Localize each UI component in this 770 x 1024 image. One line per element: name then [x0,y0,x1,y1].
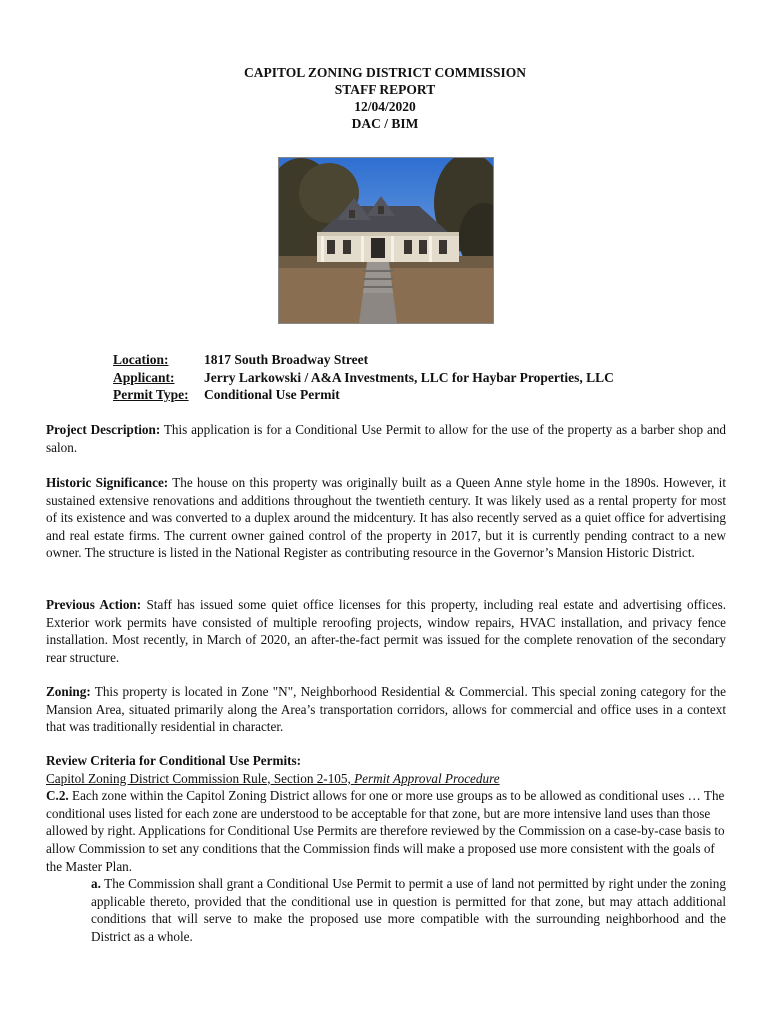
property-info [113,351,614,404]
historic-significance-label: Historic Significance: [46,475,169,490]
report-header [0,64,770,132]
report-type: STAFF REPORT [334,82,436,97]
previous-action [46,596,726,666]
report-date: 12/04/2020 [354,99,416,114]
zoning-label: Zoning: [46,684,91,699]
project-description [46,421,726,456]
applicant-value: Jerry Larkowski / A&A Investments, LLC for Haybar Properties, LLC [204,369,614,385]
review-criteria [46,752,726,946]
report-initials: DAC / BIM [351,116,419,131]
project-description-text: This application is for a Conditional Use Permit to allow for the use of the property as a barber shop and salon. [46,422,727,455]
review-heading: Review Criteria for Conditional Use Permits: [46,753,302,768]
a-text: The Commission shall grant a Conditional Use Permit to permit a use of land not permitted by right under the zoning applicable thereto, provided that the conditional use in question is permitted for that zone, but may attach additional conditions that will serve to make the proposed use more compatible with the surrounding neighborhood and the District as a whole. [91,876,726,944]
applicant-row [113,369,614,387]
c2-text: Each zone within the Capitol Zoning District allows for one or more use groups as to be allowed as conditional uses … The conditional uses listed for each zone are understood to be acceptable for that zone, but are more intensive land uses than those allowed by right. Applications for Conditional Use Permits are therefore reviewed by the Commission on a case-by-case basis to allow Commission to set any conditions that the Commission finds will make a proposed use more consistent with the goals of the Master Plan. [46,788,725,874]
rule-italic: Permit Approval Procedure [354,770,500,786]
historic-significance [46,474,726,562]
rule-reference: Capitol Zoning District Commission Rule, Section 2-105, Permit Approval Procedure [46,770,500,786]
location-label: Location: [113,352,169,367]
project-description-label: Project Description: [46,422,161,437]
a-paragraph [46,875,726,945]
zoning-text: This property is located in Zone "N", Neighborhood Residential & Commercial. This special zoning category for the Mansion Area, situated primarily along the Area’s transportation corridors, allows for commercial and office uses in a context that was traditionally residential in character. [46,684,727,735]
commission-title: CAPITOL ZONING DISTRICT COMMISSION [244,65,526,80]
previous-action-text: Staff has issued some quiet office licenses for this property, including real estate and advertising offices. Exterior work permits have consisted of multiple reroofing projects, window repairs, HVAC installation, and privacy fence installation. Most recently, in March of 2020, an after-the-fact permit was issued for the complete renovation of the secondary rear structure. [46,597,726,665]
house-photo [278,157,494,324]
zoning [46,683,726,736]
permit-type-label: Permit Type: [113,387,189,402]
permit-type-value: Conditional Use Permit [204,387,340,402]
applicant-label: Applicant: [113,369,175,385]
historic-significance-text: The house on this property was originally built as a Queen Anne style home in the 1890s. However, it sustained extensive renovations and additions throughout the twentieth century. It was likely used as a rental property for most of its existence and was converted to a duplex around the midcentury. It has also recently served as a quiet office for advertising and real estate firms. The current owner gained control of the property in 2017, but it is currently pending contract to a new owner. The structure is listed in the National Register as contributing resource in the Governor’s Mansion Historic District. [46,475,726,561]
a-label: a. [91,876,101,892]
c2-paragraph [46,787,726,875]
permit-type-row [113,386,614,404]
previous-action-label: Previous Action: [46,597,142,612]
location-value: 1817 South Broadway Street [204,352,369,367]
location-row [113,351,614,369]
c2-label: C.2. [46,788,69,804]
